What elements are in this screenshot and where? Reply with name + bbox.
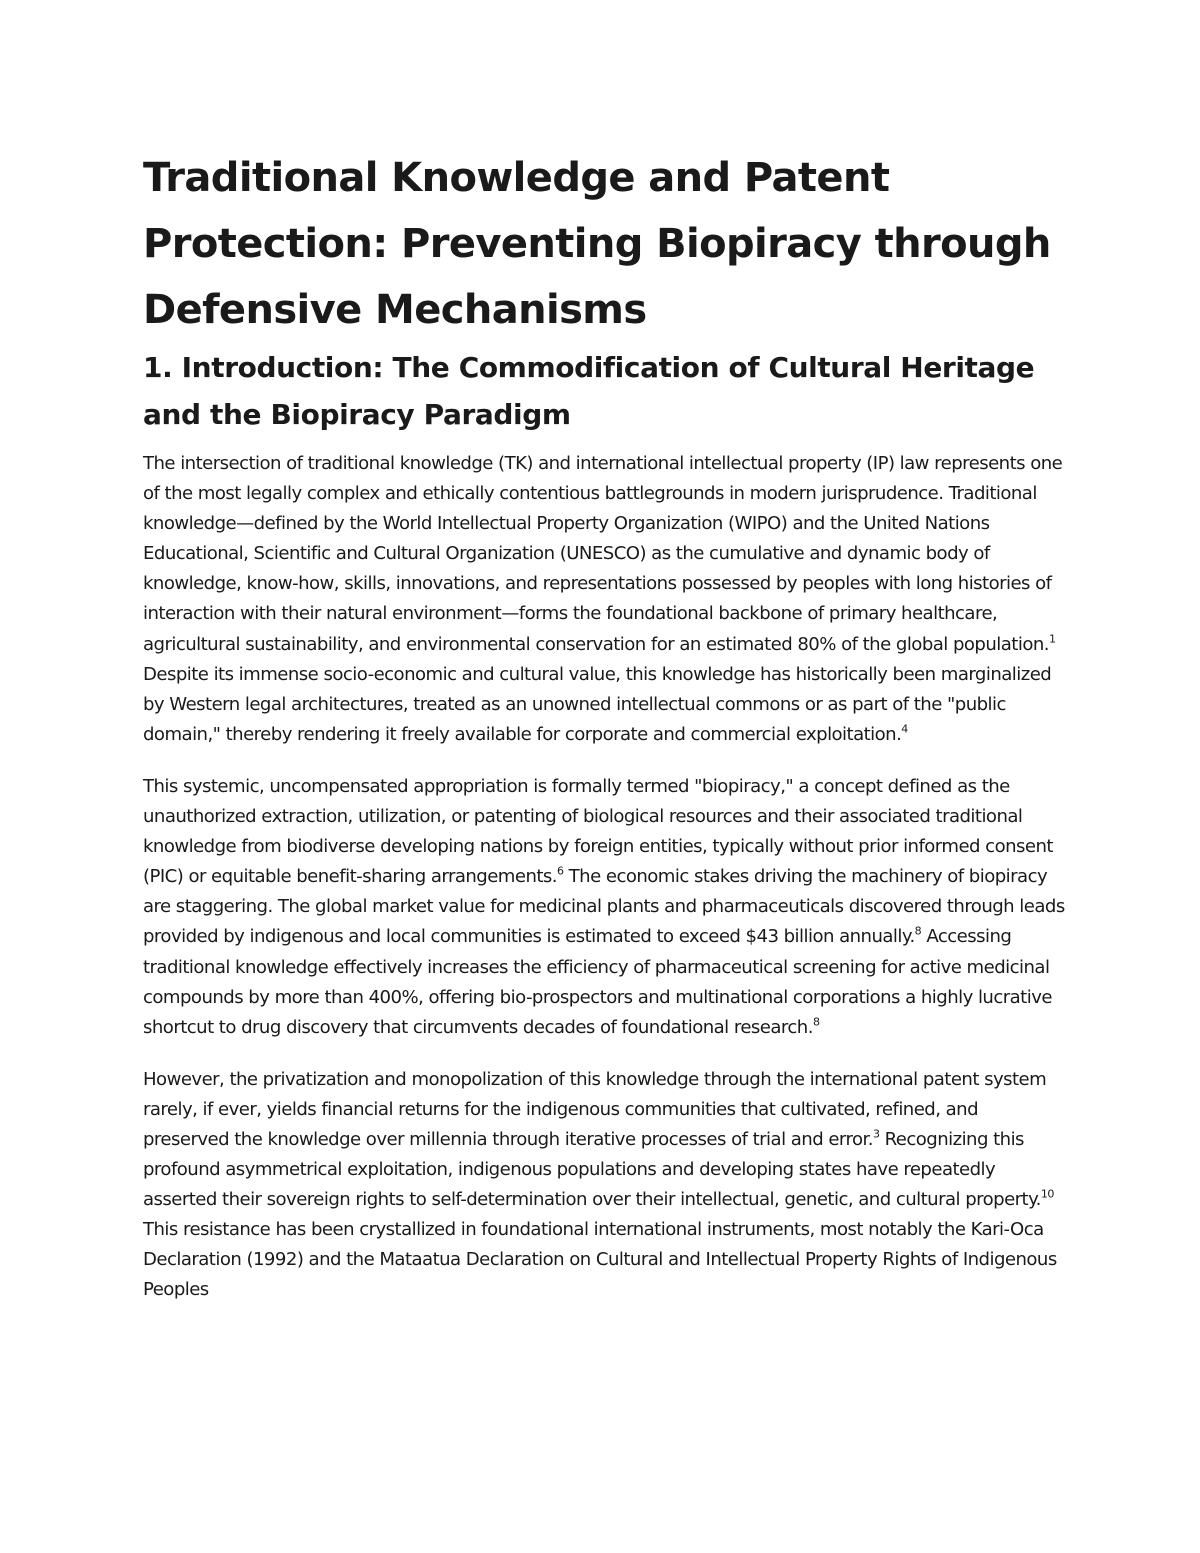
document-title: Traditional Knowledge and Patent Protection: Preventing Biopiracy through Defensive Mechanisms — [143, 155, 1051, 333]
footnote-ref-1[interactable]: 1 — [1048, 631, 1056, 645]
footnote-ref-8[interactable]: 8 — [914, 924, 922, 938]
footnote-ref-10[interactable]: 10 — [1040, 1187, 1054, 1201]
paragraph-3 — [143, 1065, 1068, 1306]
section-heading: 1. Introduction: The Commodification of Cultural Heritage and the Biopiracy Paradigm — [143, 351, 1035, 431]
paragraph-3-text-2: Recognizing this profound asymmetrical exploitation, indigenous populations and developing states have repeatedly asserted their sovereign rights to self-determination over their intellectual, genetic, and cultural property. — [143, 1128, 1041, 1211]
paragraph-2-text-3: Accessing traditional knowledge effectively increases the efficiency of pharmaceutical screening for active medicinal compounds by more than 400%, offering bio-prospectors and multinational corporations a highly lucrative shortcut to drug discovery that circumvents decades of foundational research. — [143, 926, 1052, 1038]
paragraph-1-text-1: The intersection of traditional knowledge (TK) and international intellectual property (IP) law represents one of the most legally complex and ethically contentious battlegrounds in modern jurisprudence. Traditional knowledge—defined by the World Intellectual Property Organization (WIPO) and the United Nations Educational, Scientific and Cultural Organization (UNESCO) as the cumulative and dynamic body of knowledge, know-how, skills, innovations, and representations possessed by peoples with long histories of interaction with their natural environment—forms the foundational backbone of primary healthcare, agricultural sustainability, and environmental conservation for an estimated 80% of the global population. — [143, 453, 1063, 655]
paragraph-1-text-2: Despite its immense socio-economic and cultural value, this knowledge has historically been marginalized by Western legal architectures, treated as an unowned intellectual commons or as part of the "public domain," thereby rendering it freely available for corporate and commercial exploitation. — [143, 663, 1052, 745]
document-page — [143, 145, 1068, 1306]
paragraph-3-text-3: This resistance has been crystallized in foundational international instruments, most notably the Kari-Oca Declaration (1992) and the Mataatua Declaration on Cultural and Intellectual Property Rights of Indigenous Peoples — [143, 1219, 1057, 1301]
paragraph-2-text-2: The economic stakes driving the machinery of biopiracy are staggering. The global market value for medicinal plants and pharmaceuticals discovered through leads provided by indigenous and local communities is estimated to exceed $43 billion annually. — [143, 866, 1065, 948]
footnote-ref-4[interactable]: 4 — [901, 722, 908, 736]
footnote-ref-6[interactable]: 6 — [557, 864, 564, 878]
paragraph-1 — [143, 449, 1068, 750]
footnote-ref-8b[interactable]: 8 — [812, 1015, 820, 1028]
paragraph-2-text-1: This systemic, uncompensated appropriation is formally termed "biopiracy," a concept defined as the unauthorized extraction, utilization, or patenting of biological resources and their associated traditional knowledge from biodiverse developing nations by foreign entities, typically without prior informed consent (PIC) or equitable benefit-sharing arrangements. — [143, 775, 1053, 888]
paragraph-3-text-1: However, the privatization and monopolization of this knowledge through the international patent system rarely, if ever, yields financial returns for the indigenous communities that cultivated, refined, and preserved the knowledge over millennia through iterative processes of trial and error. — [143, 1068, 1047, 1150]
footnote-ref-3[interactable]: 3 — [872, 1127, 880, 1141]
paragraph-2 — [143, 772, 1068, 1043]
